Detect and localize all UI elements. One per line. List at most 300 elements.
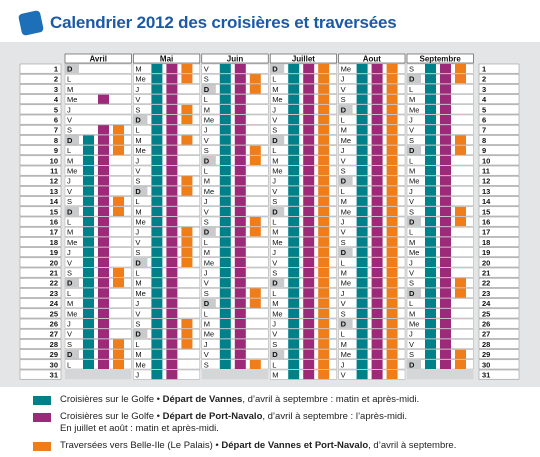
belleile-bar [318,299,329,308]
vannes-bar [425,95,436,104]
day-letter: V [135,237,141,247]
navalo-bar [372,207,383,216]
navalo-bar [303,207,314,216]
belleile-bar [387,74,398,83]
day-letter: L [203,95,208,105]
navalo-bar [303,186,314,195]
belleile-bar [387,95,398,104]
row-number: 4 [482,95,487,105]
day-letter: M [409,166,416,176]
vannes-bar [288,197,299,206]
row-number: 26 [49,319,58,329]
belleile-bar [387,319,398,328]
vannes-bar [425,176,436,185]
row-number: 8 [482,135,487,145]
vannes-bar [220,197,231,206]
navalo-bar [440,176,451,185]
belleile-bar [318,360,329,369]
vannes-bar [151,227,162,236]
vannes-bar [357,74,368,83]
vannes-bar [425,360,436,369]
navalo-bar [235,207,246,216]
navalo-bar [303,197,314,206]
navalo-bar [98,268,109,277]
row-number: 1 [53,64,58,74]
vannes-bar [151,299,162,308]
day-letter: Me [67,237,78,247]
navalo-bar [440,197,451,206]
day-letter: L [340,258,345,268]
navalo-bar [303,299,314,308]
vannes-bar [357,207,368,216]
vannes-bar [83,268,94,277]
vannes-bar [357,64,368,73]
navalo-bar [303,360,314,369]
row-number: 23 [482,288,491,298]
day-letter: J [203,268,208,278]
row-number: 8 [53,135,58,145]
row-number: 9 [53,146,58,156]
vannes-bar [288,350,299,359]
day-letter: M [409,237,416,247]
navalo-bar [98,217,109,226]
navalo-bar [372,370,383,379]
row-number: 27 [49,329,58,339]
vannes-bar [357,227,368,236]
navalo-bar [166,227,177,236]
navalo-bar [166,309,177,318]
navalo-bar [303,64,314,73]
vannes-bar [357,217,368,226]
vannes-bar [83,146,94,155]
navalo-bar [235,74,246,83]
empty-cell [65,370,131,379]
row-number: 16 [482,217,491,227]
vannes-bar [425,309,436,318]
row-number: 27 [482,329,491,339]
day-letter: J [67,319,71,329]
empty-cell [202,370,268,379]
vannes-bar [83,176,94,185]
row-number: 25 [49,309,58,319]
belleile-bar [387,135,398,144]
day-cell [65,115,131,124]
vannes-bar [151,288,162,297]
day-letter: S [135,248,141,258]
day-letter: L [203,166,208,176]
belleile-bar [113,125,124,134]
row-number: 19 [482,248,491,258]
day-letter: J [135,84,140,94]
day-letter: D [272,135,278,145]
vannes-bar [425,268,436,277]
belleile-bar [250,74,261,83]
legend-text: Croisières sur le Golfe • Départ de Vannes, d’avril à septembre : matin et après-midi. [60,394,420,405]
day-letter: Me [409,105,420,115]
day-letter: D [135,258,141,268]
navalo-bar [98,350,109,359]
day-letter: S [340,166,346,176]
day-cell [65,74,131,83]
day-letter: J [340,288,345,298]
belleile-bar [387,248,398,257]
vannes-bar [151,237,162,246]
navalo-bar [235,299,246,308]
day-letter: M [340,125,347,135]
belleile-bar [318,319,329,328]
belleile-bar [181,339,192,348]
navalo-bar [235,176,246,185]
day-letter: D [135,186,141,196]
day-letter: M [272,84,279,94]
vannes-bar [220,115,231,124]
belleile-bar [250,217,261,226]
row-number: 17 [49,227,58,237]
navalo-bar [98,156,109,165]
day-letter: L [409,299,414,309]
belleile-bar [318,95,329,104]
belleile-bar [318,248,329,257]
vannes-bar [220,237,231,246]
vannes-bar [288,176,299,185]
navalo-bar [372,339,383,348]
vannes-bar [425,319,436,328]
navalo-bar [235,319,246,328]
belleile-bar [387,370,398,379]
belleile-bar [455,135,466,144]
vannes-bar [357,105,368,114]
day-letter: Me [272,309,283,319]
day-letter: M [409,309,416,319]
day-letter: L [135,125,140,135]
belleile-bar [318,125,329,134]
day-letter: S [203,217,209,227]
navalo-bar [166,237,177,246]
vannes-bar [425,125,436,134]
vannes-bar [220,319,231,328]
day-letter: J [67,105,71,115]
vannes-bar [220,105,231,114]
day-letter: Me [340,350,352,360]
navalo-bar [235,146,246,155]
navalo-bar [440,329,451,338]
navalo-bar [372,288,383,297]
belleile-bar [181,105,192,114]
day-letter: S [203,288,209,298]
row-number: 16 [49,217,58,227]
navalo-bar [235,258,246,267]
vannes-bar [425,197,436,206]
navalo-bar [235,227,246,236]
day-letter: V [272,186,278,196]
belleile-bar [181,227,192,236]
belleile-bar [113,146,124,155]
belleile-bar [318,288,329,297]
row-number: 14 [482,197,491,207]
day-letter: M [340,268,347,278]
navalo-bar [303,74,314,83]
navalo-bar [440,350,451,359]
vannes-bar [83,166,94,175]
navalo-bar [98,339,109,348]
navalo-bar [98,237,109,246]
vannes-bar [151,309,162,318]
day-letter: J [67,176,71,186]
day-letter: D [67,64,73,74]
day-letter: S [340,237,346,247]
vannes-bar [288,319,299,328]
day-letter: S [67,339,73,349]
navalo-bar [235,105,246,114]
vannes-bar [288,156,299,165]
day-letter: S [272,125,278,135]
belleile-bar [318,339,329,348]
row-number: 6 [53,115,58,125]
belleile-bar [181,64,192,73]
day-letter: D [340,319,347,329]
row-number: 22 [482,278,491,288]
belleile-bar [113,350,124,359]
navalo-bar [372,237,383,246]
vannes-bar [357,360,368,369]
belleile-bar [250,227,261,236]
belleile-bar [455,350,466,359]
day-letter: Me [135,360,146,370]
vannes-bar [151,186,162,195]
day-letter: S [67,197,73,207]
vannes-bar [288,84,299,93]
vannes-bar [425,156,436,165]
vannes-bar [220,258,231,267]
vannes-bar [288,237,299,246]
row-number: 28 [482,339,491,349]
belleile-bar [387,176,398,185]
navalo-bar [166,115,177,124]
vannes-bar [151,207,162,216]
day-letter: Me [135,74,146,84]
day-letter: D [272,207,278,217]
day-letter: J [135,299,140,309]
vannes-bar [151,135,162,144]
belleile-bar [387,217,398,226]
belleile-bar [181,74,192,83]
day-letter: M [135,350,142,360]
vannes-bar [151,125,162,134]
navalo-bar [166,329,177,338]
month-name: Mai [159,54,174,64]
vannes-bar [151,74,162,83]
day-letter: J [409,115,413,125]
day-letter: L [135,339,140,349]
navalo-bar [372,176,383,185]
legend-item-navalo [33,411,536,435]
day-letter: V [203,135,209,145]
belleile-bar [387,299,398,308]
belleile-bar [181,237,192,246]
day-letter: L [272,288,277,298]
vannes-bar [288,166,299,175]
day-letter: Me [67,95,78,105]
navalo-bar [372,115,383,124]
navalo-bar [440,319,451,328]
row-number: 11 [482,166,490,176]
day-letter: L [135,268,140,278]
vannes-bar [288,370,299,379]
day-cell [65,105,131,114]
navalo-bar [98,360,109,369]
vannes-bar [83,227,94,236]
day-letter: J [272,176,276,186]
vannes-bar [151,319,162,328]
belleile-bar [113,360,124,369]
belleile-bar [250,156,261,165]
navalo-bar [372,319,383,328]
row-number: 29 [49,350,58,360]
vannes-bar [220,64,231,73]
vannes-bar [151,105,162,114]
vannes-bar [220,74,231,83]
belleile-bar [318,186,329,195]
navalo-bar [440,360,451,369]
day-letter: D [409,217,415,227]
belleile-bar [113,278,124,287]
day-letter: L [67,74,72,84]
vannes-bar [83,288,94,297]
vannes-bar [288,146,299,155]
vannes-bar [220,135,231,144]
day-letter: S [67,125,73,135]
row-number: 24 [482,299,491,309]
vannes-bar [288,227,299,236]
belleile-bar [387,360,398,369]
navalo-bar [166,105,177,114]
day-letter: D [135,115,141,125]
belleile-bar [387,207,398,216]
navalo-bar [98,176,109,185]
navalo-bar [372,309,383,318]
vannes-bar [425,186,436,195]
day-letter: D [135,329,141,339]
navalo-bar [372,278,383,287]
vannes-bar [425,248,436,257]
navalo-bar [166,319,177,328]
vannes-bar [288,64,299,73]
day-letter: J [340,217,345,227]
month-name: Juin [226,54,244,64]
row-number: 18 [49,237,58,247]
navalo-bar [303,115,314,124]
belleile-bar [181,135,192,144]
navalo-bar [303,329,314,338]
day-letter: L [203,237,208,247]
day-letter: Me [135,288,146,298]
vannes-bar [425,207,436,216]
belleile-bar [387,115,398,124]
day-letter: D [67,278,73,288]
navalo-bar [440,278,451,287]
vannes-bar [151,217,162,226]
row-number: 24 [49,299,58,309]
vannes-bar [220,217,231,226]
vannes-bar [425,339,436,348]
navalo-bar [372,299,383,308]
day-letter: V [135,95,141,105]
navalo-bar [303,176,314,185]
day-letter: V [67,258,73,268]
day-letter: D [203,299,210,309]
vannes-bar [288,115,299,124]
day-letter: Me [340,135,352,145]
day-letter: M [135,64,142,74]
navalo-bar [98,278,109,287]
belleile-bar [387,64,398,73]
vannes-bar [83,217,94,226]
belleile-bar [455,288,466,297]
navalo-bar [166,156,177,165]
vannes-bar [425,64,436,73]
vannes-bar [357,176,368,185]
navalo-bar [166,268,177,277]
day-letter: D [203,84,210,94]
navalo-bar [372,74,383,83]
belleile-bar [250,84,261,93]
day-letter: V [340,299,346,309]
navalo-bar [98,319,109,328]
belleile-bar [387,329,398,338]
day-letter: Me [203,186,215,196]
navalo-bar [235,186,246,195]
belleile-bar [318,176,329,185]
day-letter: M [272,299,279,309]
row-number: 25 [482,309,491,319]
navalo-bar [235,95,246,104]
day-letter: J [135,227,140,237]
row-number: 2 [482,74,487,84]
day-letter: V [409,339,415,349]
vannes-bar [220,176,231,185]
belleile-bar [318,166,329,175]
navalo-bar [235,166,246,175]
day-letter: M [67,227,74,237]
navalo-bar [303,350,314,359]
belleile-bar [113,135,124,144]
vannes-bar [357,156,368,165]
navalo-bar [440,146,451,155]
row-number: 31 [49,370,58,380]
vannes-bar [357,197,368,206]
day-letter: L [409,84,414,94]
row-number: 13 [482,186,491,196]
vannes-bar [357,288,368,297]
calendar-grid [0,42,540,387]
vannes-bar [220,166,231,175]
day-letter: L [272,146,277,156]
row-number: 19 [49,248,58,258]
navalo-bar [166,360,177,369]
navalo-bar [440,339,451,348]
vannes-bar [288,360,299,369]
day-letter: M [203,176,211,186]
belleile-bar [455,217,466,226]
row-number: 14 [49,197,58,207]
vannes-bar [220,95,231,104]
vannes-bar [288,299,299,308]
belleile-bar [181,186,192,195]
navalo-bar [98,135,109,144]
day-letter: Me [409,176,420,186]
navalo-bar [372,64,383,73]
day-letter: J [67,248,71,258]
